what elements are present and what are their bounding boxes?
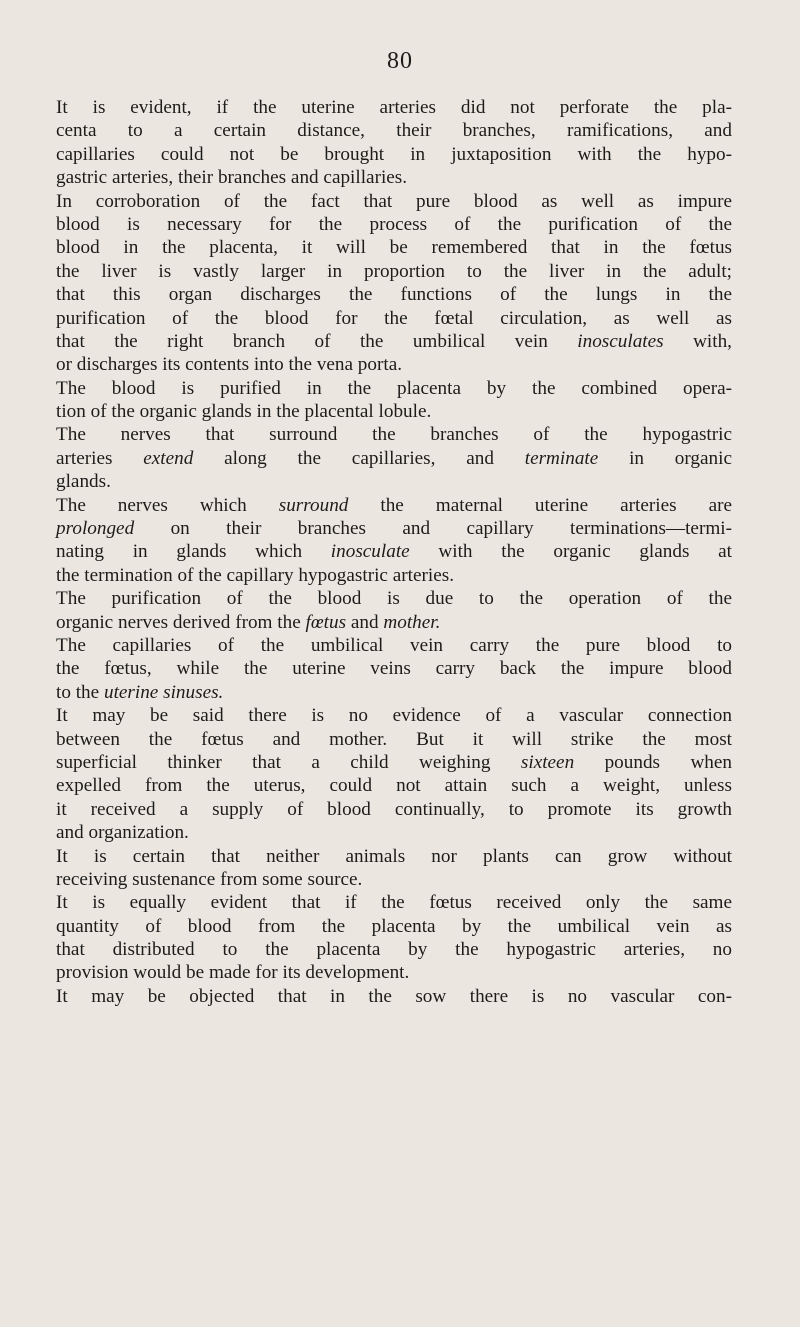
text-segment: expelled from the uterus, could not attain such a weight, unless [56,775,732,797]
text-segment: It may be said there is no evidence of a vascular connection [56,705,732,727]
text-segment: glands. [56,471,111,493]
text-line [56,868,732,891]
text-line [56,166,732,189]
text-line [56,985,732,1008]
text-line [56,751,732,774]
text-segment: It is certain that neither animals nor plants can grow without [56,845,732,867]
text-line [56,423,732,446]
text-segment: and [346,611,384,633]
text-segment: It is equally evident that if the fœtus received only the same [56,892,732,914]
text-line [56,330,732,353]
text-line [56,915,732,938]
text-segment: The nerves that surround the branches of the hypogastric [56,424,732,446]
text-segment: that this organ discharges the functions of the lungs in the [56,284,732,306]
text-segment: the maternal uterine arteries are [348,494,732,516]
text-line [56,353,732,376]
text-segment: that the right branch of the umbilical vein [56,330,578,352]
text-segment: blood in the placenta, it will be remembered that in the fœtus [56,237,732,259]
text-segment: on their branches and capillary terminations—termi- [134,518,732,540]
text-line [56,283,732,306]
text-line [56,377,732,400]
text-segment: provision would be made for its development. [56,962,410,984]
text-line [56,821,732,844]
text-segment: that distributed to the placenta by the hypogastric arteries, no [56,939,732,961]
text-segment: It may be objected that in the sow there is no vascular con- [56,985,732,1007]
text-line [56,540,732,563]
text-segment: capillaries could not be brought in juxtaposition with the hypo- [56,143,732,165]
text-segment: with, [663,330,732,352]
italic-text: sixteen [520,751,575,773]
text-line [56,681,732,704]
text-line [56,447,732,470]
text-segment: blood is necessary for the process of the purification of the [56,213,732,235]
text-line [56,213,732,236]
text-line [56,494,732,517]
text-line [56,307,732,330]
text-line [56,634,732,657]
text-line [56,236,732,259]
text-segment: The blood is purified in the placenta by the combined opera- [56,377,732,399]
italic-text: fœtus [305,611,347,633]
text-segment: the fœtus, while the uterine veins carry back the impure blood [56,658,732,680]
text-line [56,938,732,961]
text-segment: the termination of the capillary hypogastric arteries. [56,564,454,586]
text-segment: or discharges its contents into the vena porta. [56,354,403,376]
text-segment: with the organic glands at [409,541,733,563]
text-line [56,119,732,142]
text-segment: The capillaries of the umbilical vein carry the pure blood to [56,634,732,656]
text-line [56,470,732,493]
text-segment: between the fœtus and mother. But it will strike the most [56,728,732,750]
italic-text: terminate [524,447,599,469]
italic-text: inosculate [330,541,410,563]
italic-text: surround [278,494,349,516]
page-number: 80 [387,48,413,74]
text-line [56,728,732,751]
text-segment: tion of the organic glands in the placental lobule. [56,401,432,423]
text-line [56,961,732,984]
text-segment: The purification of the blood is due to the operation of the [56,588,732,610]
text-line [56,891,732,914]
text-line [56,798,732,821]
text-line [56,774,732,797]
text-segment: superficial thinker that a child weighing [56,751,521,773]
text-line [56,587,732,610]
text-segment: centa to a certain distance, their branches, ramifications, and [56,120,732,142]
text-line [56,704,732,727]
text-segment: to the [56,681,104,703]
text-segment: quantity of blood from the placenta by the umbilical vein as [56,915,732,937]
text-segment: in organic [598,447,732,469]
italic-text: uterine sinuses. [103,681,224,703]
text-segment: purification of the blood for the fœtal circulation, as well as [56,307,732,329]
text-segment: pounds when [574,751,733,773]
text-segment: receiving sustenance from some source. [56,868,363,890]
text-segment: arteries [56,447,144,469]
italic-text: mother. [383,611,441,633]
text-line [56,96,732,119]
text-segment: along the capillaries, and [193,447,525,469]
italic-text: extend [143,447,194,469]
text-line [56,143,732,166]
text-line [56,190,732,213]
text-line [56,517,732,540]
text-line [56,260,732,283]
text-segment: it received a supply of blood continually, to promote its growth [56,798,732,820]
text-line [56,400,732,423]
body-text [56,96,732,1008]
text-segment: It is evident, if the uterine arteries did not perforate the pla- [56,97,732,118]
italic-text: prolonged [56,518,135,540]
text-segment: nating in glands which [56,541,331,563]
text-segment: organic nerves derived from the [56,611,306,633]
text-segment: and organization. [56,822,189,844]
text-segment: the liver is vastly larger in proportion to the liver in the adult; [56,260,732,282]
text-line [56,564,732,587]
text-line [56,657,732,680]
italic-text: inosculates [577,330,664,352]
text-segment: In corroboration of the fact that pure blood as well as impure [56,190,732,212]
text-line [56,611,732,634]
text-segment: The nerves which [56,494,279,516]
text-segment: gastric arteries, their branches and capillaries. [56,167,408,189]
text-line [56,845,732,868]
